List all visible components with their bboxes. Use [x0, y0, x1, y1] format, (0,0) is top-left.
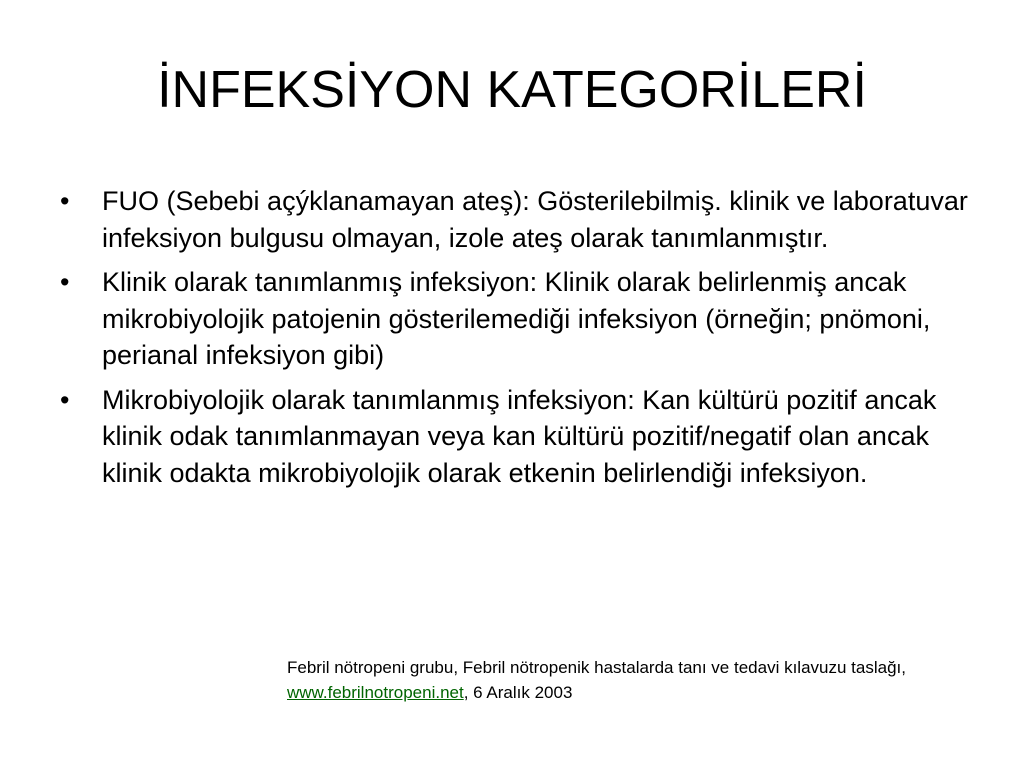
- citation-prefix: Febril nötropeni grubu, Febril nötropenik hastalarda tanı ve tedavi kılavuzu taslağı,: [287, 658, 906, 677]
- bullet-text: Klinik olarak tanımlanmış infeksiyon: Klinik olarak belirlenmiş ancak mikrobiyolojik patojenin gösterilemediği infeksiyon (örneğin; pnömoni, perianal infeksiyon gibi): [102, 267, 931, 370]
- bullet-icon: •: [60, 186, 70, 216]
- bullet-item-fuo: [60, 183, 980, 256]
- citation: [287, 655, 967, 705]
- citation-link[interactable]: www.febrilnotropeni.net: [287, 683, 464, 702]
- bullet-text: Mikrobiyolojik olarak tanımlanmış infeksiyon: Kan kültürü pozitif ancak klinik odak tanımlanmayan veya kan kültürü pozitif/negatif olan ancak klinik odakta mikrobiyolojik olarak etkenin belirlendiği infeksiyon.: [102, 384, 937, 488]
- citation-suffix: , 6 Aralık 2003: [463, 683, 573, 702]
- bullet-text: FUO (Sebebi açýklanamayan ateş): Gösterilebilmiş. klinik ve laboratuvar infeksiyon bulgusu olmayan, izole ateş olarak tanımlanmıştır.: [102, 186, 968, 253]
- bullet-icon: •: [60, 384, 70, 415]
- bullet-item-clinical: [60, 264, 980, 374]
- bullet-item-microbiological: [60, 382, 980, 492]
- bullet-list: [60, 183, 980, 499]
- bullet-icon: •: [60, 267, 70, 297]
- slide-title: İNFEKSİYON KATEGORİLERİ: [157, 61, 867, 119]
